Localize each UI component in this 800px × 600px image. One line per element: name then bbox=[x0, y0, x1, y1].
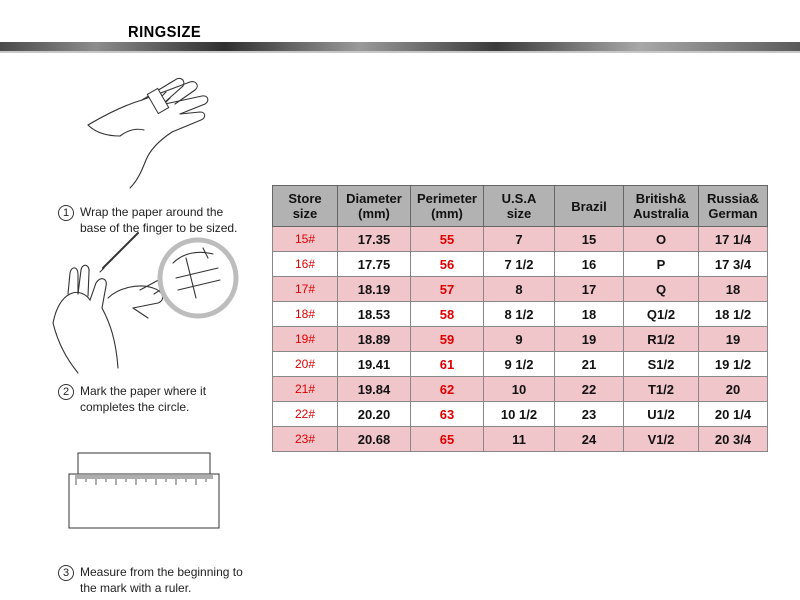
perimeter-cell: 61 bbox=[411, 352, 484, 377]
column-header-perimeter: Perimeter (mm) bbox=[411, 186, 484, 227]
step-3 bbox=[58, 564, 243, 596]
russia-size-cell: 19 1/2 bbox=[699, 352, 768, 377]
table-row bbox=[273, 377, 768, 402]
step-text-line: the mark with a ruler. bbox=[80, 581, 192, 595]
british-size-cell: S1/2 bbox=[624, 352, 699, 377]
british-size-cell: P bbox=[624, 252, 699, 277]
store-size-cell: 19# bbox=[273, 327, 338, 352]
usa-size-cell: 9 bbox=[484, 327, 555, 352]
store-size-cell: 23# bbox=[273, 427, 338, 452]
russia-size-cell: 20 bbox=[699, 377, 768, 402]
step-text-line: Wrap the paper around the bbox=[80, 205, 224, 219]
diameter-cell: 19.84 bbox=[338, 377, 411, 402]
header-bar bbox=[0, 42, 800, 51]
usa-size-cell: 8 bbox=[484, 277, 555, 302]
ring-size-table bbox=[272, 185, 768, 452]
step-text-line: Measure from the beginning to bbox=[80, 565, 243, 579]
store-size-cell: 16# bbox=[273, 252, 338, 277]
diameter-cell: 20.68 bbox=[338, 427, 411, 452]
table-row bbox=[273, 252, 768, 277]
ruler-illustration bbox=[68, 452, 223, 532]
store-size-cell: 18# bbox=[273, 302, 338, 327]
column-header-usa-size: U.S.A size bbox=[484, 186, 555, 227]
diameter-cell: 18.19 bbox=[338, 277, 411, 302]
step-number: 3 bbox=[58, 565, 74, 581]
perimeter-cell: 62 bbox=[411, 377, 484, 402]
british-size-cell: O bbox=[624, 227, 699, 252]
diameter-cell: 18.53 bbox=[338, 302, 411, 327]
russia-size-cell: 18 1/2 bbox=[699, 302, 768, 327]
diameter-cell: 19.41 bbox=[338, 352, 411, 377]
brazil-size-cell: 18 bbox=[555, 302, 624, 327]
brazil-size-cell: 21 bbox=[555, 352, 624, 377]
store-size-cell: 20# bbox=[273, 352, 338, 377]
step-number: 2 bbox=[58, 384, 74, 400]
header-bar-underline bbox=[0, 51, 800, 53]
brazil-size-cell: 23 bbox=[555, 402, 624, 427]
table-row bbox=[273, 227, 768, 252]
brazil-size-cell: 19 bbox=[555, 327, 624, 352]
table-row bbox=[273, 352, 768, 377]
perimeter-cell: 55 bbox=[411, 227, 484, 252]
usa-size-cell: 10 bbox=[484, 377, 555, 402]
diameter-cell: 17.75 bbox=[338, 252, 411, 277]
perimeter-cell: 59 bbox=[411, 327, 484, 352]
usa-size-cell: 11 bbox=[484, 427, 555, 452]
store-size-cell: 22# bbox=[273, 402, 338, 427]
diameter-cell: 20.20 bbox=[338, 402, 411, 427]
perimeter-cell: 58 bbox=[411, 302, 484, 327]
step-2 bbox=[58, 383, 206, 415]
brazil-size-cell: 16 bbox=[555, 252, 624, 277]
usa-size-cell: 10 1/2 bbox=[484, 402, 555, 427]
perimeter-cell: 57 bbox=[411, 277, 484, 302]
column-header-diameter: Diameter (mm) bbox=[338, 186, 411, 227]
british-size-cell: V1/2 bbox=[624, 427, 699, 452]
british-size-cell: R1/2 bbox=[624, 327, 699, 352]
brazil-size-cell: 17 bbox=[555, 277, 624, 302]
usa-size-cell: 8 1/2 bbox=[484, 302, 555, 327]
russia-size-cell: 20 1/4 bbox=[699, 402, 768, 427]
table-row bbox=[273, 427, 768, 452]
british-size-cell: Q1/2 bbox=[624, 302, 699, 327]
perimeter-cell: 65 bbox=[411, 427, 484, 452]
british-size-cell: Q bbox=[624, 277, 699, 302]
diameter-cell: 17.35 bbox=[338, 227, 411, 252]
hand-wrapping-paper-illustration bbox=[80, 70, 230, 195]
table-header-row bbox=[273, 186, 768, 227]
step-text-line: completes the circle. bbox=[80, 400, 190, 414]
column-header-russia-german: Russia& German bbox=[699, 186, 768, 227]
table-row bbox=[273, 277, 768, 302]
column-header-british-australia: British& Australia bbox=[624, 186, 699, 227]
brazil-size-cell: 24 bbox=[555, 427, 624, 452]
perimeter-cell: 56 bbox=[411, 252, 484, 277]
russia-size-cell: 17 1/4 bbox=[699, 227, 768, 252]
page-title: RINGSIZE bbox=[128, 24, 202, 41]
russia-size-cell: 18 bbox=[699, 277, 768, 302]
store-size-cell: 21# bbox=[273, 377, 338, 402]
hand-marking-paper-illustration bbox=[48, 228, 243, 378]
usa-size-cell: 7 bbox=[484, 227, 555, 252]
brazil-size-cell: 15 bbox=[555, 227, 624, 252]
russia-size-cell: 17 3/4 bbox=[699, 252, 768, 277]
russia-size-cell: 20 3/4 bbox=[699, 427, 768, 452]
step-number: 1 bbox=[58, 205, 74, 221]
step-text-line: Mark the paper where it bbox=[80, 384, 207, 398]
step-text-line: base of the finger to be sized. bbox=[80, 221, 238, 235]
british-size-cell: U1/2 bbox=[624, 402, 699, 427]
column-header-store-size: Store size bbox=[273, 186, 338, 227]
store-size-cell: 17# bbox=[273, 277, 338, 302]
perimeter-cell: 63 bbox=[411, 402, 484, 427]
column-header-brazil: Brazil bbox=[555, 186, 624, 227]
store-size-cell: 15# bbox=[273, 227, 338, 252]
british-size-cell: T1/2 bbox=[624, 377, 699, 402]
brazil-size-cell: 22 bbox=[555, 377, 624, 402]
table-row bbox=[273, 302, 768, 327]
russia-size-cell: 19 bbox=[699, 327, 768, 352]
table-row bbox=[273, 327, 768, 352]
table-row bbox=[273, 402, 768, 427]
diameter-cell: 18.89 bbox=[338, 327, 411, 352]
usa-size-cell: 9 1/2 bbox=[484, 352, 555, 377]
usa-size-cell: 7 1/2 bbox=[484, 252, 555, 277]
